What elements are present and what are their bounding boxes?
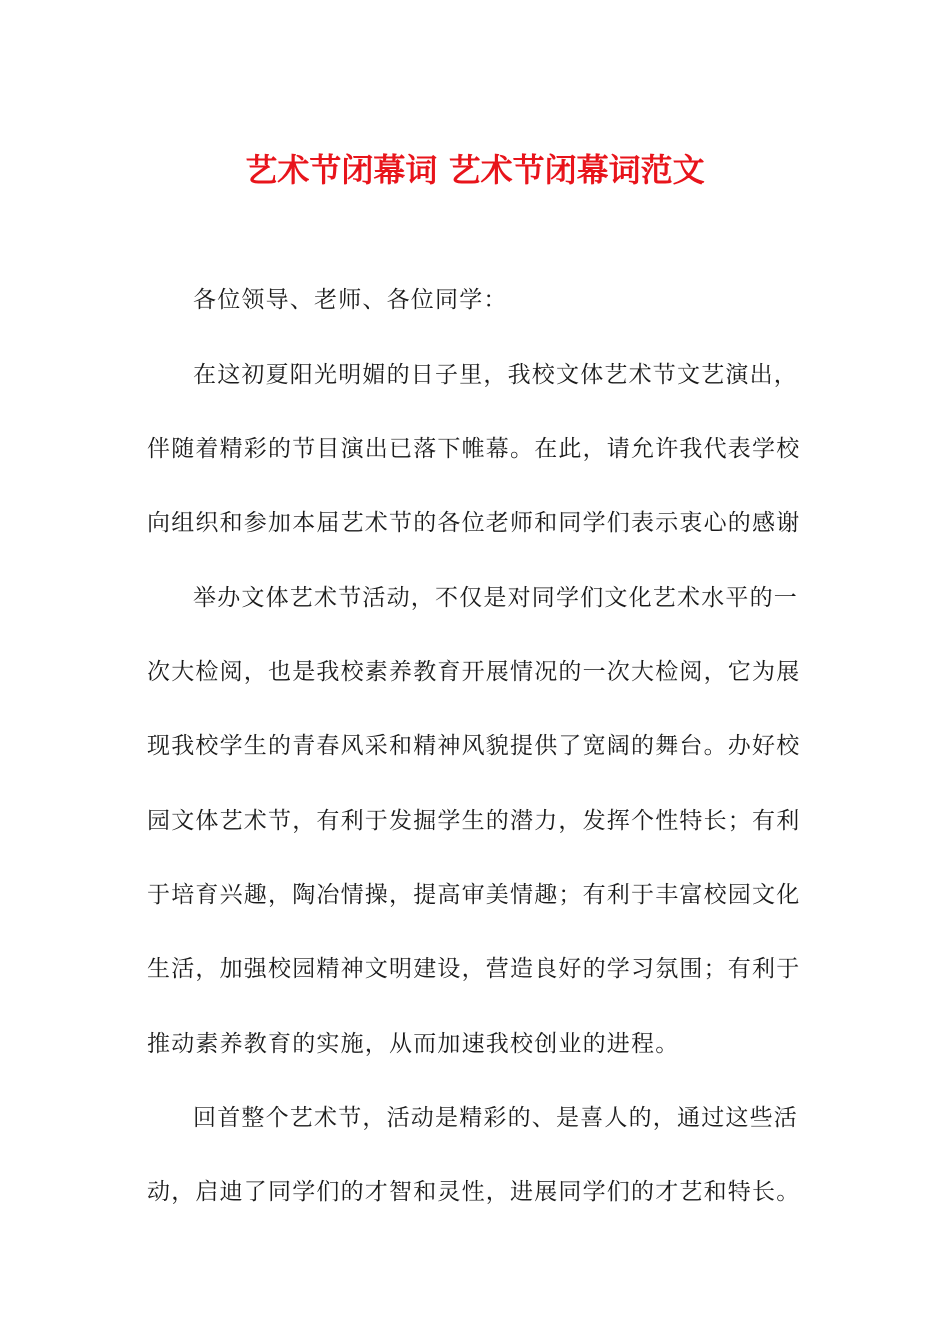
- paragraph-3-line-1: 回首整个艺术节，活动是精彩的、是喜人的，通过这些活: [193, 1105, 798, 1131]
- paragraph-1-line-2: 伴随着精彩的节目演出已落下帷幕。在此，请允许我代表学校: [147, 436, 801, 462]
- paragraph-2-line-5: 于培育兴趣，陶冶情操，提高审美情趣；有利于丰富校园文化: [147, 882, 801, 908]
- paragraph-1-line-3: 向组织和参加本届艺术节的各位老师和同学们表示衷心的感谢: [147, 510, 801, 536]
- paragraph-3-line-2: 动，启迪了同学们的才智和灵性，进展同学们的才艺和特长。: [147, 1179, 801, 1205]
- document-title: 艺术节闭幕词 艺术节闭幕词范文: [245, 151, 705, 189]
- paragraph-2-line-4: 园文体艺术节，有利于发掘学生的潜力，发挥个性特长；有利: [147, 808, 801, 834]
- paragraph-2-line-2: 次大检阅，也是我校素养教育开展情况的一次大检阅，它为展: [147, 659, 801, 685]
- paragraph-2-line-7: 推动素养教育的实施，从而加速我校创业的进程。: [147, 1031, 680, 1057]
- paragraph-1-line-1: 在这初夏阳光明媚的日子里，我校文体艺术节文艺演出，: [193, 362, 798, 388]
- paragraph-2-line-1: 举办文体艺术节活动，不仅是对同学们文化艺术水平的一: [193, 585, 798, 611]
- paragraph-2-line-6: 生活，加强校园精神文明建设，营造良好的学习氛围；有利于: [147, 956, 801, 982]
- paragraph-2-line-3: 现我校学生的青春风采和精神风貌提供了宽阔的舞台。办好校: [147, 733, 801, 759]
- salutation-line: 各位领导、老师、各位同学：: [193, 287, 508, 313]
